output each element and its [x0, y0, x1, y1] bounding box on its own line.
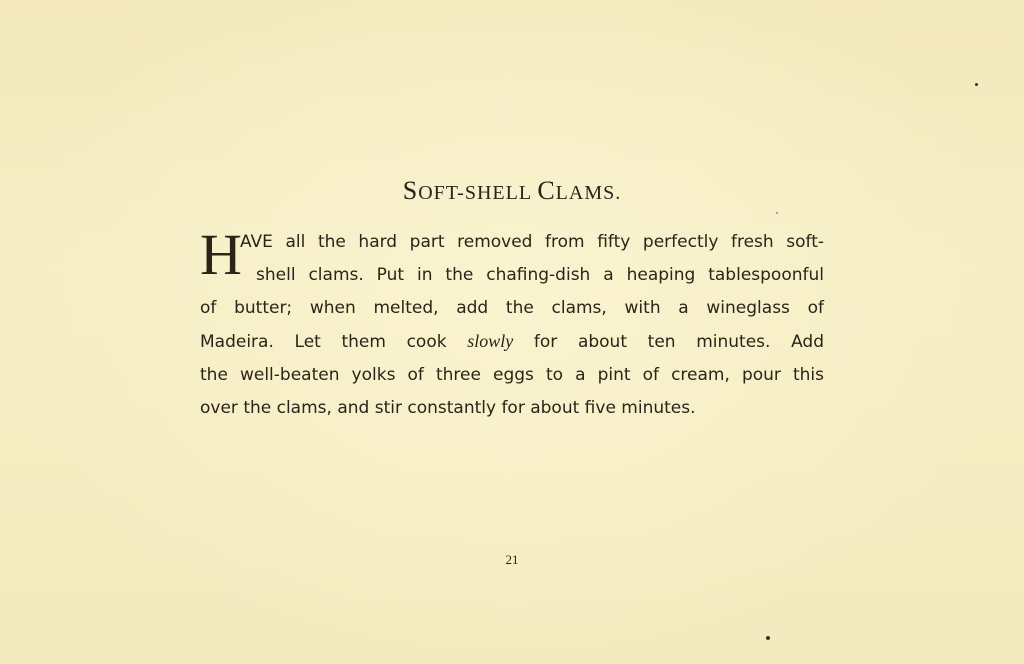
body-line-5: the well-beaten yolks of three eggs to a pint of cream, pour this — [200, 365, 824, 385]
body-line-4-end: for about ten minutes. Add — [533, 332, 824, 352]
paper-speck — [766, 636, 770, 640]
emphasis-slowly: slowly — [467, 331, 514, 351]
body-line-1: AVE all the hard part removed from fifty perfectly fresh soft- — [240, 232, 824, 252]
paper-speck — [776, 212, 778, 214]
paper-speck — [975, 83, 978, 86]
title-small-caps-2: LAMS. — [555, 182, 622, 204]
body-line-4 — [200, 325, 824, 359]
recipe-title — [0, 176, 1024, 206]
page-number: 21 — [505, 552, 519, 567]
drop-cap: H — [200, 222, 242, 287]
body-line-6: over the clams, and stir constantly for about five minutes. — [200, 398, 696, 418]
body-line-3: of butter; when melted, add the clams, with a wineglass of — [200, 298, 824, 318]
title-cap-c: C — [537, 176, 556, 205]
title-small-caps-1: OFT-SHELL — [418, 182, 538, 204]
body-line-4-start: Madeira. Let them cook — [200, 332, 447, 352]
body-line-2: shell clams. Put in the chafing-dish a heaping tablespoonful — [256, 265, 824, 285]
recipe-body — [200, 222, 824, 425]
title-cap-s: S — [402, 176, 419, 205]
